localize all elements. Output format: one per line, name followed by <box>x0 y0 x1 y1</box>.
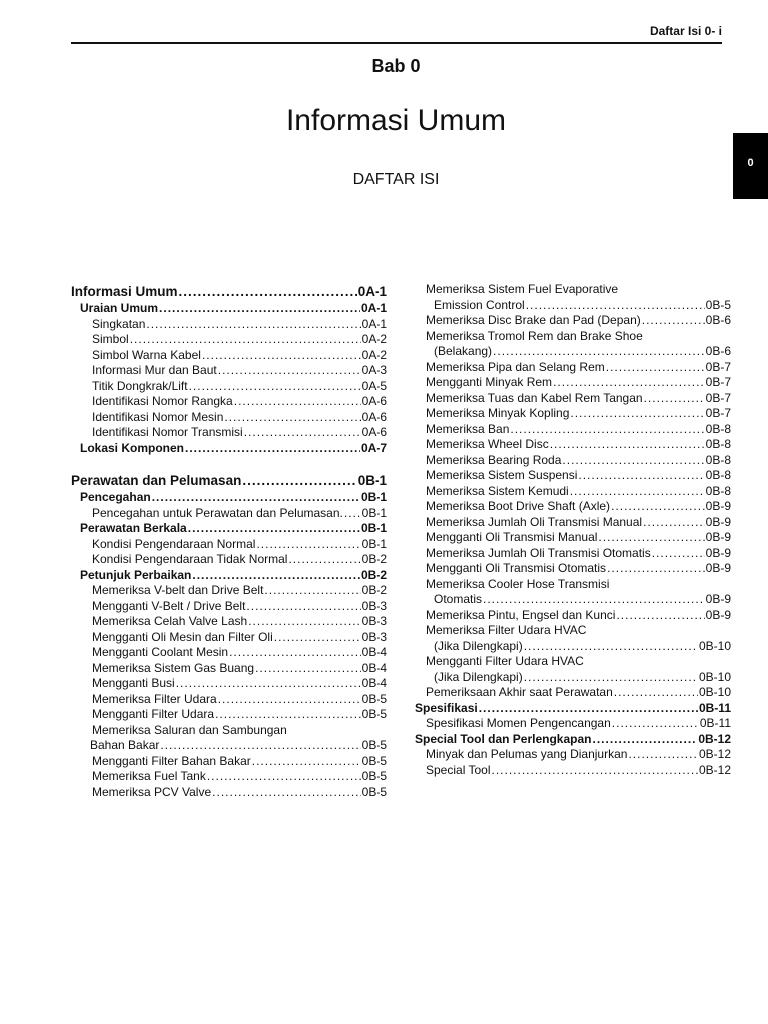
toc-entry-page: 0B-5 <box>361 707 387 721</box>
toc-entry-page: 0B-8 <box>705 452 731 467</box>
toc-entry-page: 0B-5 <box>361 769 387 783</box>
toc-entry-page: 0A-1 <box>361 316 387 331</box>
dot-leader <box>189 379 361 395</box>
toc-entry-page: 0B-12 <box>698 731 731 746</box>
toc-entry-page: 0B-5 <box>361 738 387 752</box>
toc-column-right <box>415 282 731 778</box>
toc-entry-title: Pencegahan untuk Perawatan dan Pelumasan. <box>92 505 343 520</box>
toc-entry-text: Memeriksa Cooler Hose Transmisi <box>426 576 610 591</box>
toc-entry[interactable] <box>71 363 387 379</box>
toc-entry-page: 0B-1 <box>361 505 387 520</box>
toc-entry[interactable] <box>415 515 731 531</box>
toc-entry-page: 0B-9 <box>705 561 731 575</box>
toc-entry-title: Bahan Bakar <box>90 738 160 752</box>
toc-entry-title: Spesifikasi Momen Pengencangan <box>426 716 611 730</box>
toc-entry-title: Memeriksa Sistem Gas Buang <box>92 660 255 675</box>
toc-entry-page: 0B-4 <box>361 645 387 659</box>
toc-entry[interactable] <box>71 410 387 426</box>
dot-leader <box>234 394 361 410</box>
dot-leader <box>524 639 698 655</box>
toc-entry-title: Minyak dan Pelumas yang Dianjurkan <box>426 747 628 761</box>
toc-entry[interactable] <box>71 676 387 692</box>
dot-leader <box>188 521 360 537</box>
toc-entry-title: Mengganti Filter Udara <box>92 707 215 721</box>
toc-entry[interactable] <box>71 599 387 615</box>
toc-entry[interactable] <box>415 670 731 686</box>
dot-leader <box>242 472 356 490</box>
dot-leader <box>215 707 361 723</box>
toc-entry-page: 0A-6 <box>361 394 387 408</box>
toc-entry-page: 0B-7 <box>705 390 731 405</box>
toc-entry[interactable] <box>415 685 731 701</box>
toc-entry-page: 0B-5 <box>361 784 387 799</box>
chapter-tab: 0 <box>733 133 768 199</box>
toc-entry[interactable] <box>415 499 731 515</box>
dot-leader <box>483 592 705 608</box>
toc-entry[interactable] <box>71 707 387 723</box>
toc-entry-page: 0B-10 <box>698 669 731 684</box>
toc-entry[interactable] <box>71 769 387 785</box>
toc-entry[interactable] <box>415 453 731 469</box>
toc-entry-title: Mengganti Filter Bahan Bakar <box>92 753 251 768</box>
toc-entry-page: 0B-8 <box>705 483 731 498</box>
toc-entry-page: 0B-1 <box>360 521 387 535</box>
toc-entry-title: Petunjuk Perbaikan <box>80 567 192 582</box>
dot-leader <box>614 685 698 701</box>
toc-entry[interactable] <box>71 394 387 410</box>
running-header: Daftar Isi 0- i <box>649 24 722 38</box>
dot-leader <box>628 747 698 763</box>
toc-entry[interactable] <box>71 301 387 317</box>
dot-leader <box>130 332 361 348</box>
toc-entry[interactable] <box>415 763 731 779</box>
toc-entry-title: Titik Dongkrak/Lift <box>92 378 188 393</box>
toc-entry-page: 0B-5 <box>705 297 731 312</box>
toc-entry[interactable] <box>415 468 731 484</box>
toc-entry[interactable] <box>71 283 387 301</box>
toc-entry-page: 0B-6 <box>705 313 731 327</box>
toc-entry-page: 0B-11 <box>699 716 731 730</box>
dot-leader <box>593 732 698 748</box>
page-title: Informasi Umum <box>285 104 507 137</box>
toc-entry-page: 0B-9 <box>705 514 731 529</box>
toc-entry-page: 0B-9 <box>705 499 731 513</box>
toc-entry-title: Memeriksa PCV Valve <box>92 784 212 799</box>
toc-entry-page: 0A-1 <box>357 284 387 299</box>
toc-entry-page: 0A-2 <box>361 347 387 362</box>
toc-entry-title: Simbol Warna Kabel <box>92 347 201 362</box>
toc-entry-title: Mengganti Oli Transmisi Otomatis <box>426 561 607 575</box>
section-gap <box>71 456 387 472</box>
toc-entry[interactable] <box>71 785 387 801</box>
toc-entry[interactable] <box>415 313 731 329</box>
toc-entry-title: Mengganti Oli Mesin dan Filter Oli <box>92 629 273 644</box>
toc-entry[interactable] <box>415 391 731 407</box>
dot-leader <box>152 490 360 506</box>
toc-entry-page: 0B-12 <box>698 747 731 761</box>
toc-entry-title: Mengganti Coolant Mesin <box>92 645 229 659</box>
toc-entry[interactable] <box>71 332 387 348</box>
dot-leader <box>612 716 699 732</box>
toc-entry[interactable] <box>415 360 731 376</box>
toc-entry-title: Special Tool dan Perlengkapan <box>415 731 592 746</box>
toc-entry-page: 0B-3 <box>361 598 387 613</box>
toc-entry[interactable] <box>71 630 387 646</box>
toc-entry-page: 0B-9 <box>705 530 731 544</box>
dot-leader <box>510 422 704 438</box>
toc-entry-title: Identifikasi Nomor Rangka <box>92 394 233 408</box>
toc-entry-page: 0B-1 <box>357 473 387 488</box>
toc-entry[interactable] <box>71 738 387 754</box>
toc-entry[interactable] <box>71 692 387 708</box>
toc-entry-page: 0B-10 <box>698 638 731 653</box>
toc-entry-title: Mengganti Minyak Rem <box>426 375 553 389</box>
toc-entry-title: Memeriksa Minyak Kopling <box>426 406 570 420</box>
dot-leader <box>562 453 704 469</box>
dot-leader <box>248 614 360 630</box>
toc-entry-title: Identifikasi Nomor Mesin <box>92 409 224 424</box>
toc-entry-page: 0A-3 <box>361 363 387 377</box>
toc-entry-title: Memeriksa Bearing Roda <box>426 452 562 467</box>
toc-entry-title: Memeriksa Pintu, Engsel dan Kunci <box>426 607 616 622</box>
toc-entry[interactable] <box>71 472 387 490</box>
toc-entry-title: Memeriksa Ban <box>426 421 510 436</box>
dot-leader <box>224 410 360 426</box>
toc-entry-page: 0B-8 <box>705 468 731 482</box>
toc-entry-page: 0B-5 <box>361 691 387 706</box>
toc-entry-page: 0B-8 <box>705 421 731 436</box>
toc-entry[interactable] <box>71 379 387 395</box>
toc-entry-page: 0B-1 <box>360 490 387 504</box>
dot-leader <box>606 360 705 376</box>
toc-entry-title: Mengganti Oli Transmisi Manual <box>426 530 598 544</box>
toc-entry-title: Identifikasi Nomor Transmisi <box>92 425 243 439</box>
dot-leader <box>256 537 360 553</box>
toc-entry[interactable] <box>415 639 731 655</box>
toc-entry-title: Otomatis <box>434 592 483 606</box>
toc-entry-page: 0B-2 <box>361 552 387 566</box>
toc-entry[interactable] <box>71 754 387 770</box>
toc-entry[interactable] <box>415 530 731 546</box>
dot-leader <box>344 506 361 522</box>
toc-entry[interactable] <box>71 425 387 441</box>
toc-entry-title: Informasi Mur dan Baut <box>92 363 217 377</box>
toc-entry[interactable] <box>415 592 731 608</box>
toc-entry-page: 0B-9 <box>705 545 731 560</box>
header-rule <box>71 42 722 44</box>
dot-leader <box>492 763 698 779</box>
toc-entry-page: 0A-5 <box>361 378 387 393</box>
toc-entry[interactable] <box>71 645 387 661</box>
toc-entry-title: Memeriksa Jumlah Oli Transmisi Otomatis <box>426 545 651 560</box>
toc-entry[interactable] <box>415 701 731 717</box>
toc-entry-title: Special Tool <box>426 762 491 777</box>
dot-leader <box>611 499 705 515</box>
toc-entry-title: Memeriksa Tuas dan Kabel Rem Tangan <box>426 390 643 405</box>
dot-leader <box>642 313 705 329</box>
toc-entry[interactable] <box>71 348 387 364</box>
dot-leader <box>202 348 361 364</box>
toc-entry-title: (Jika Dilengkapi) <box>434 638 523 653</box>
dot-leader <box>550 437 705 453</box>
toc-entry-title: Memeriksa Sistem Kemudi <box>426 483 569 498</box>
toc-entry-page: 0A-6 <box>361 409 387 424</box>
toc-entry[interactable] <box>415 608 731 624</box>
toc-entry-title: Uraian Umum <box>80 301 159 315</box>
toc-entry[interactable] <box>71 614 387 630</box>
toc-entry-page: 0B-9 <box>705 607 731 622</box>
dot-leader <box>218 692 361 708</box>
dot-leader <box>185 441 360 457</box>
toc-entry-title: Memeriksa Pipa dan Selang Rem <box>426 359 605 374</box>
toc-entry-title: Perawatan Berkala <box>80 521 187 535</box>
dot-leader <box>607 561 705 577</box>
toc-entry[interactable] <box>415 298 731 314</box>
toc-entry[interactable] <box>415 437 731 453</box>
chapter-number: Bab 0 <box>371 56 421 76</box>
toc-entry[interactable] <box>415 484 731 500</box>
toc-entry-text: Memeriksa Saluran dan Sambungan <box>92 722 287 737</box>
toc-entry-page: 0B-4 <box>361 676 387 690</box>
toc-entry-text: Memeriksa Filter Udara HVAC <box>426 623 587 637</box>
toc-entry[interactable] <box>71 661 387 677</box>
dot-leader <box>643 515 705 531</box>
dot-leader <box>159 301 360 317</box>
toc-entry-page: 0B-3 <box>361 614 387 628</box>
toc-entry-title: Pemeriksaan Akhir saat Perawatan <box>426 685 613 699</box>
toc-entry-title: Memeriksa Disc Brake dan Pad (Depan) <box>426 313 641 327</box>
toc-entry[interactable] <box>415 716 731 732</box>
toc-entry-title: Lokasi Komponen <box>80 440 185 455</box>
toc-entry-page: 0B-5 <box>361 753 387 768</box>
dot-leader <box>526 298 705 314</box>
toc-entry-page: 0A-1 <box>360 301 387 315</box>
toc-entry[interactable] <box>415 546 731 562</box>
toc-entry-page: 0B-3 <box>361 629 387 644</box>
toc-entry-title: Mengganti Busi <box>92 676 175 690</box>
toc-entry-page: 0B-7 <box>705 406 731 420</box>
toc-entry-title: Memeriksa Fuel Tank <box>92 769 206 783</box>
toc-entry-page: 0B-6 <box>705 344 731 358</box>
toc-entry-title: (Belakang) <box>434 344 493 358</box>
dot-leader <box>176 676 361 692</box>
toc-entry-title: Memeriksa V-belt dan Drive Belt <box>92 583 264 597</box>
toc-entry[interactable] <box>71 552 387 568</box>
toc-heading: DAFTAR ISI <box>352 171 440 188</box>
dot-leader <box>218 363 361 379</box>
dot-leader <box>652 546 705 562</box>
toc-entry[interactable] <box>71 441 387 457</box>
toc-entry-title: Memeriksa Jumlah Oli Transmisi Manual <box>426 514 643 529</box>
dot-leader <box>255 661 361 677</box>
toc-entry-title: Kondisi Pengendaraan Tidak Normal <box>92 552 288 566</box>
toc-entry-title: Memeriksa Wheel Disc <box>426 437 549 451</box>
toc-entry-page: 0B-9 <box>705 592 731 606</box>
toc-entry[interactable] <box>415 406 731 422</box>
toc-entry[interactable] <box>415 375 731 391</box>
toc-entry-page: 0B-2 <box>360 567 387 582</box>
dot-leader <box>229 645 361 661</box>
toc-entry-page: 0B-2 <box>361 583 387 597</box>
toc-entry[interactable] <box>71 317 387 333</box>
toc-entry[interactable] <box>71 521 387 537</box>
toc-entry-page: 0B-12 <box>698 762 731 777</box>
toc-entry-page: 0A-7 <box>360 440 387 455</box>
toc-entry-title: Spesifikasi <box>415 700 478 715</box>
dot-leader <box>207 769 361 785</box>
toc-entry-title: Memeriksa Sistem Suspensi <box>426 468 578 482</box>
toc-entry-page: 0A-2 <box>361 332 387 346</box>
toc-entry[interactable] <box>71 568 387 584</box>
toc-entry-page: 0B-8 <box>705 437 731 451</box>
toc-column-left <box>71 283 387 800</box>
dot-leader <box>479 701 698 717</box>
dot-leader <box>524 670 698 686</box>
dot-leader <box>252 754 361 770</box>
dot-leader <box>192 568 360 584</box>
toc-entry[interactable] <box>415 732 731 748</box>
dot-leader <box>288 552 360 568</box>
dot-leader <box>274 630 361 646</box>
toc-entry-title: Perawatan dan Pelumasan <box>71 473 242 488</box>
dot-leader <box>212 785 360 801</box>
dot-leader <box>246 599 360 615</box>
toc-entry[interactable] <box>415 422 731 438</box>
dot-leader <box>244 425 361 441</box>
toc-entry-page: 0B-11 <box>698 700 731 715</box>
toc-entry-title: Memeriksa Filter Udara <box>92 691 217 706</box>
toc-entry-text: Memeriksa Tromol Rem dan Brake Shoe <box>426 328 643 343</box>
toc-entry-title: Singkatan <box>92 316 146 331</box>
dot-leader <box>570 406 704 422</box>
dot-leader <box>493 344 705 360</box>
dot-leader <box>160 738 360 754</box>
toc-entry-page: 0B-7 <box>705 359 731 374</box>
dot-leader <box>644 391 705 407</box>
dot-leader <box>598 530 704 546</box>
dot-leader <box>179 283 357 301</box>
dot-leader <box>264 583 360 599</box>
dot-leader <box>553 375 705 391</box>
toc-entry[interactable] <box>71 506 387 522</box>
toc-entry-title: Mengganti V-Belt / Drive Belt <box>92 598 246 613</box>
toc-entry-title: Kondisi Pengendaraan Normal <box>92 536 256 551</box>
dot-leader <box>578 468 704 484</box>
dot-leader <box>616 608 704 624</box>
toc-entry-page: 0B-7 <box>705 375 731 389</box>
toc-entry[interactable] <box>71 490 387 506</box>
toc-entry[interactable] <box>415 561 731 577</box>
toc-entry-page: 0B-1 <box>361 536 387 551</box>
toc-entry[interactable] <box>415 344 731 360</box>
toc-entry[interactable] <box>71 583 387 599</box>
toc-entry-title: Memeriksa Boot Drive Shaft (Axle) <box>426 499 611 513</box>
dot-leader <box>570 484 705 500</box>
toc-entry-text: Mengganti Filter Udara HVAC <box>426 654 584 668</box>
toc-entry-text: Memeriksa Sistem Fuel Evaporative <box>426 282 619 296</box>
toc-entry-page: 0B-10 <box>698 685 731 699</box>
toc-entry-title: Informasi Umum <box>71 284 178 299</box>
dot-leader <box>146 317 360 333</box>
toc-entry[interactable] <box>415 747 731 763</box>
toc-entry-title: Memeriksa Celah Valve Lash <box>92 614 248 628</box>
toc-entry-page: 0B-4 <box>361 660 387 675</box>
toc-entry[interactable] <box>71 537 387 553</box>
toc-entry-title: Emission Control <box>434 297 525 312</box>
toc-entry-title: (Jika Dilengkapi) <box>434 669 523 684</box>
toc-entry-page: 0A-6 <box>361 425 387 439</box>
toc-entry-title: Pencegahan <box>80 490 151 504</box>
toc-entry-title: Simbol <box>92 332 129 346</box>
